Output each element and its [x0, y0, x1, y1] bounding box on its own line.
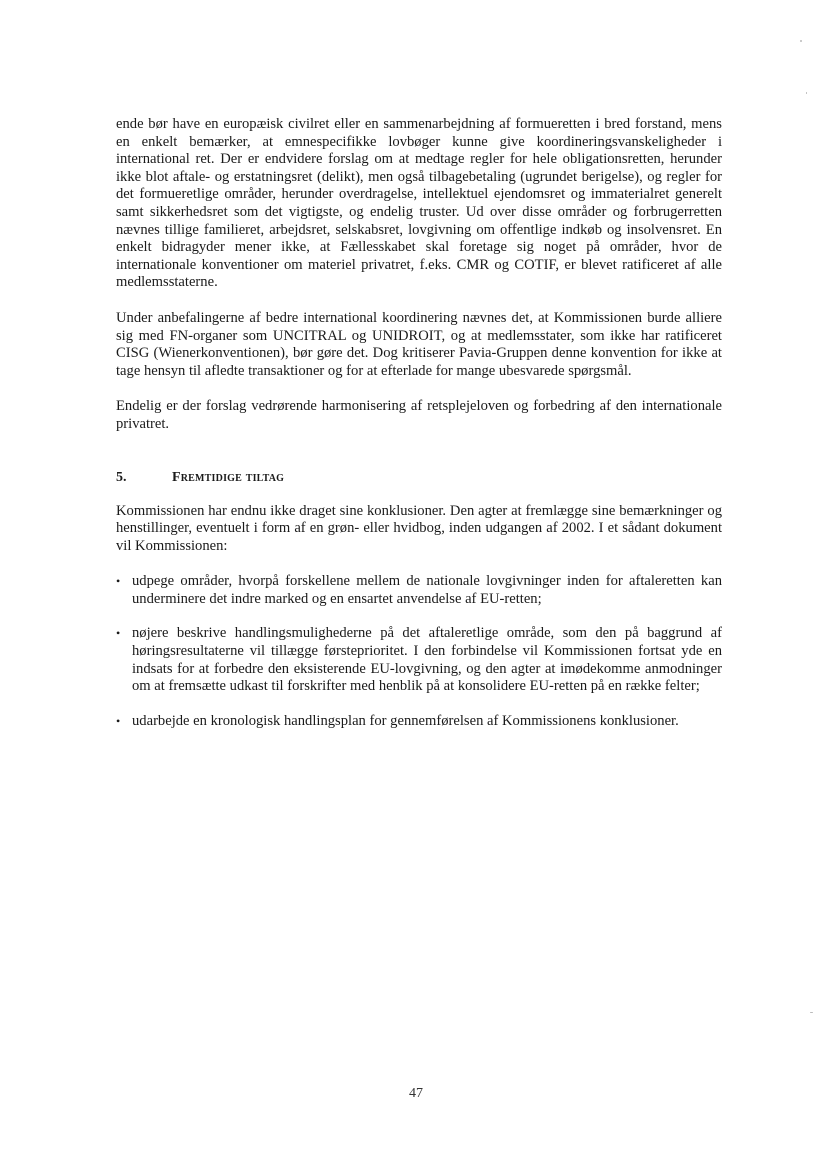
bullet-icon: • [116, 574, 121, 589]
page-number: 47 [409, 1086, 423, 1101]
scan-speck [810, 1012, 813, 1013]
list-item [116, 713, 722, 731]
paragraph-1: ende bør have en europæisk civilret eller en sammenarbejdning af formueretten i bred forstand, mens en enkelt bemærker, at emnespecifikke lovbøger kunne give koordineringsvanskeligheder i international ret. Der er endvidere forslag om at medtage regler for hele obligationsretten, herunder ikke blot aftale- og erstatningsret (delikt), men også tilbagebetaling (ugrundet berigelse), og regler for det formueretlige områder, herunder overdragelse, intellektuel ejendomsret og immaterialret generelt samt sikkerhedsret som det vigtigste, og endelig truster. Ud over disse områder og forbrugerretten nævnes tillige familieret, arbejdsret, selskabsret, lovgivning om offentlige indkøb og insolvensret. En enkelt bidragyder mener ikke, at Fællesskabet skal foretage sig noget på områder, hvor de internationale konventioner om materiel privatret, f.eks. CMR og COTIF, er blevet ratificeret af alle medlemsstaterne. [116, 116, 722, 291]
bullet-list [116, 573, 722, 730]
paragraph-2: Under anbefalingerne af bedre international koordinering nævnes det, at Kommissionen burde alliere sig med FN-organer som UNCITRAL og UNIDROIT, og at medlemsstater, som ikke har ratificeret CISG (Wienerkonventionen), bør gøre det. Dog kritiserer Pavia-Gruppen denne konvention for ikke at tage hensyn til afledte transaktioner og for at efterlade for mange ubesvarede spørgsmål. [116, 309, 722, 379]
list-item [116, 573, 722, 608]
section-title: Fremtidige tiltag [172, 469, 285, 485]
page-content [116, 116, 722, 747]
bullet-icon: • [116, 626, 121, 641]
section-intro: Kommissionen har endnu ikke draget sine konklusioner. Den agter at fremlægge sine bemærkninger og henstillinger, eventuelt i form af en grøn- eller hvidbog, inden udgangen af 2002. I et sådant dokument vil Kommissionen: [116, 502, 722, 554]
scan-speck [806, 92, 807, 94]
section-heading [116, 470, 722, 486]
list-item-text: udpege områder, hvorpå forskellene mellem de nationale lovgivninger inden for aftaleretten kan underminere det indre marked og en ensartet anvendelse af EU-retten; [132, 573, 722, 607]
bullet-icon: • [116, 713, 121, 728]
paragraph-3: Endelig er der forslag vedrørende harmonisering af retsplejeloven og forbedring af den internationale privatret. [116, 398, 722, 432]
list-item-text: nøjere beskrive handlingsmulighederne på det aftaleretlige område, som den på baggrund af høringsresultaterne vil tillægge førsteprioritet. I den forbindelse vil Kommissionen fortsat yde en indsats for at forbedre den eksisterende EU-lovgivning, og den agter at imødekomme anmodninger om at fremsætte udkast til forskrifter med henblik på at konsolidere EU-retten på en række felter; [132, 625, 722, 695]
list-item-text: udarbejde en kronologisk handlingsplan for gennemførelsen af Kommissionens konklusioner. [132, 712, 679, 729]
list-item [116, 625, 722, 695]
section-number: 5. [116, 469, 127, 485]
scan-speck [800, 40, 802, 42]
